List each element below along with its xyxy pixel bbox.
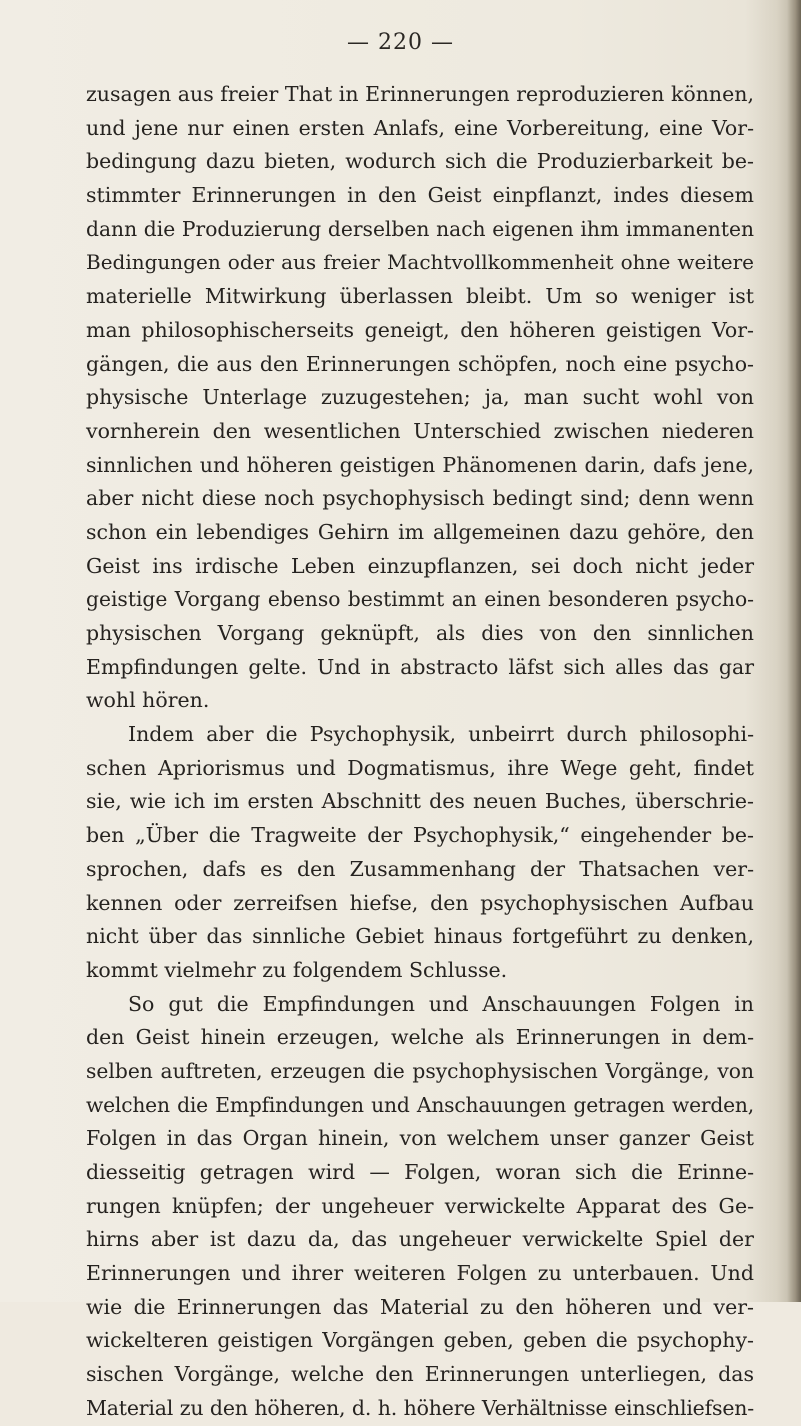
text-line: ben „Über die Tragweite der Psychophysik,“ eingehender be-	[86, 823, 754, 848]
body-text	[86, 78, 754, 1426]
text-line: vornherein den wesentlichen Unterschied zwischen niederen	[86, 418, 754, 443]
text-line: selben auftreten, erzeugen die psychophysischen Vorgänge, von	[86, 1058, 754, 1083]
text-line: materielle Mitwirkung überlassen bleibt. Um so weniger ist	[86, 284, 754, 309]
text-line: nicht über das sinnliche Gebiet hinaus fortgeführt zu denken,	[86, 924, 754, 949]
text-line: diesseitig getragen wird — Folgen, woran sich die Erinne-	[86, 1160, 754, 1184]
text-line: man philosophischerseits geneigt, den höheren geistigen Vor-	[86, 317, 754, 342]
text-line: Erinnerungen und ihrer weiteren Folgen zu unterbauen. Und	[86, 1261, 754, 1286]
text-line: Empfindungen gelte. Und in abstracto läfst sich alles das gar	[86, 654, 754, 679]
text-line: dann die Produzierung derselben nach eigenen ihm immanenten	[86, 216, 754, 241]
text-line: kennen oder zerreifsen hiefse, den psychophysischen Aufbau	[86, 890, 754, 915]
text-line: sprochen, dafs es den Zusammenhang der Thatsachen ver-	[86, 856, 754, 881]
text-line: wickelteren geistigen Vorgängen geben, geben die psychophy-	[86, 1328, 754, 1353]
text-line: zusagen aus freier That in Erinnerungen reproduzieren können,	[86, 82, 754, 106]
text-line: Geist ins irdische Leben einzupflanzen, sei doch nicht jeder	[86, 553, 754, 578]
text-line: welchen die Empfindungen und Anschauungen getragen werden,	[86, 1092, 754, 1117]
text-line: rungen knüpfen; der ungeheuer verwickelte Apparat des Ge-	[86, 1193, 754, 1218]
text-line: sinnlichen und höheren geistigen Phänomenen darin, dafs jene,	[86, 452, 754, 477]
text-line: Bedingungen oder aus freier Machtvollkommenheit ohne weitere	[86, 250, 754, 275]
text-line: sie, wie ich im ersten Abschnitt des neuen Buches, überschrie-	[86, 789, 754, 814]
text-line: hirns aber ist dazu da, das ungeheuer verwickelte Spiel der	[86, 1227, 754, 1252]
text-line: Indem aber die Psychophysik, unbeirrt durch philosophi-	[128, 722, 754, 747]
text-line: physische Unterlage zuzugestehen; ja, man sucht wohl von	[86, 385, 754, 410]
text-line: aber nicht diese noch psychophysisch bedingt sind; denn wenn	[86, 486, 754, 511]
text-line: So gut die Empfindungen und Anschauungen Folgen in	[128, 991, 754, 1016]
text-line: wie die Erinnerungen das Material zu den höheren und ver-	[86, 1294, 754, 1319]
text-line: den Geist hinein erzeugen, welche als Erinnerungen in dem-	[86, 1025, 754, 1050]
text-line: geistige Vorgang ebenso bestimmt an einen besonderen psycho-	[86, 587, 754, 612]
page-number: — 220 —	[347, 30, 454, 55]
text-line: wohl hören.	[86, 688, 210, 713]
text-line: schon ein lebendiges Gehirn im allgemeinen dazu gehöre, den	[86, 519, 754, 544]
page-binding-shadow	[787, 0, 801, 1302]
text-line: und jene nur einen ersten Anlafs, eine Vorbereitung, eine Vor-	[86, 115, 754, 140]
text-line: Material zu den höheren, d. h. höhere Verhältnisse einschliefsen-	[86, 1395, 754, 1420]
text-line: stimmter Erinnerungen in den Geist einpflanzt, indes diesem	[86, 183, 754, 208]
text-line: bedingung dazu bieten, wodurch sich die Produzierbarkeit be-	[86, 149, 754, 174]
text-line: sischen Vorgänge, welche den Erinnerungen unterliegen, das	[86, 1362, 754, 1387]
text-line: physischen Vorgang geknüpft, als dies von den sinnlichen	[86, 621, 754, 645]
text-line: gängen, die aus den Erinnerungen schöpfen, noch eine psycho-	[86, 351, 754, 376]
text-line: kommt vielmehr zu folgendem Schlusse.	[86, 957, 508, 982]
text-line: schen Apriorismus und Dogmatismus, ihre Wege geht, findet	[86, 755, 754, 780]
text-line: Folgen in das Organ hinein, von welchem unser ganzer Geist	[86, 1126, 754, 1151]
